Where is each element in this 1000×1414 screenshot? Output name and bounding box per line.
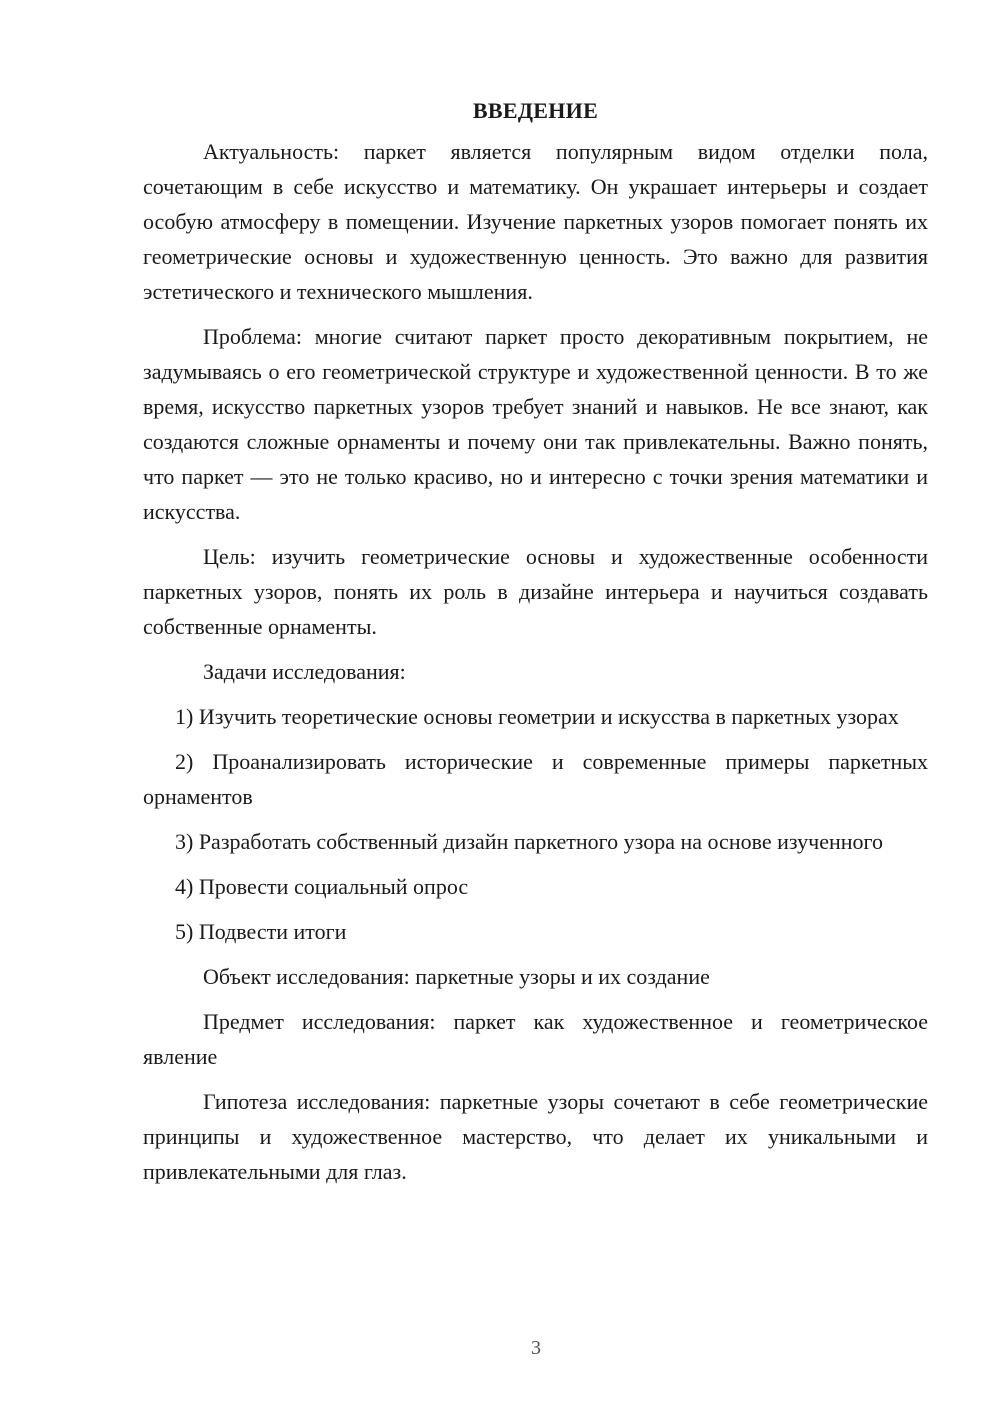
paragraph-hypothesis: Гипотеза исследования: паркетные узоры сочетают в себе геометрические принципы и художественное мастерство, что делает их уникальными и привлекательными для глаз. (143, 1089, 928, 1184)
paragraph-tasks-heading: Задачи исследования: (203, 659, 406, 684)
page-number: 3 (531, 1337, 541, 1359)
paragraph-object: Объект исследования: паркетные узоры и их создание (203, 964, 710, 989)
task-item-4: 4) Провести социальный опрос (175, 874, 469, 899)
task-item-5: 5) Подвести итоги (175, 919, 347, 944)
paragraph-problem: Проблема: многие считают паркет просто декоративным покрытием, не задумываясь о его геометрической структуре и художественной ценности. В то же время, искусство паркетных узоров требует знаний и навыков. Не все знают, как создаются сложные орнаменты и почему они так привлекательны. Важно понять, что паркет — это не только красиво, но и интересно с точки зрения математики и искусства. (143, 324, 928, 524)
section-title: ВВЕДЕНИЕ (472, 98, 599, 123)
task-item-2: 2) Проанализировать исторические и современные примеры паркетных орнаментов (143, 749, 928, 809)
paragraph-goal: Цель: изучить геометрические основы и художественные особенности паркетных узоров, понять их роль в дизайне интерьера и научиться создавать собственные орнаменты. (143, 544, 928, 639)
document-page (143, 96, 928, 1199)
task-item-3: 3) Разработать собственный дизайн паркетного узора на основе изученного (175, 829, 883, 854)
paragraph-subject: Предмет исследования: паркет как художественное и геометрическое явление (143, 1009, 928, 1069)
task-item-1: 1) Изучить теоретические основы геометрии и искусства в паркетных узорах (175, 704, 899, 729)
paragraph-relevance: Актуальность: паркет является популярным видом отделки пола, сочетающим в себе искусство и математику. Он украшает интерьеры и создает особую атмосферу в помещении. Изучение паркетных узоров помогает понять их геометрические основы и художественную ценность. Это важно для развития эстетического и технического мышления. (143, 139, 928, 304)
